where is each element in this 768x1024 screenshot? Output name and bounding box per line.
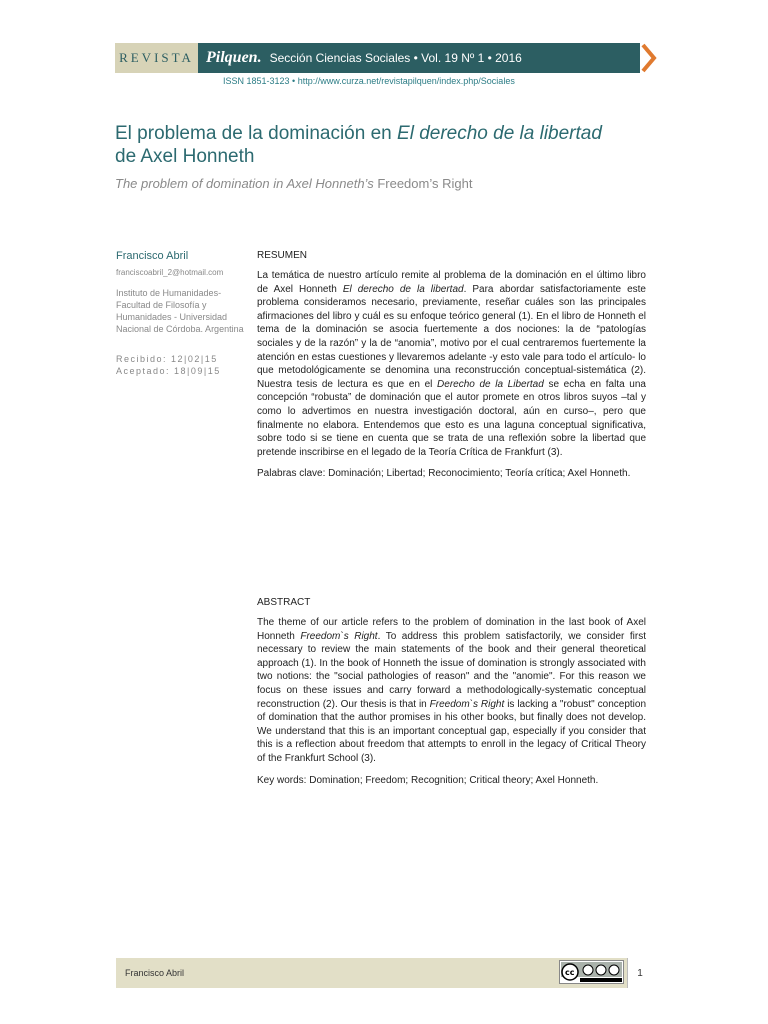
abstract-italic-1: Freedom`s Right <box>300 630 378 642</box>
subtitle-plain: Freedom’s Right <box>373 176 473 191</box>
header-arrow-icon <box>640 43 658 73</box>
footer-author: Francisco Abril <box>125 968 185 978</box>
svg-text:cc: cc <box>565 968 575 977</box>
author-name: Francisco Abril <box>116 250 189 262</box>
journal-logo-pilquen: Pilquen. <box>206 49 262 66</box>
title-italic: El derecho de la libertad <box>397 123 602 144</box>
resumen-keywords: Palabras clave: Dominación; Libertad; Reconocimiento; Teoría crítica; Axel Honneth. <box>257 468 631 480</box>
abstract-body <box>257 616 646 766</box>
resumen-section <box>257 250 646 481</box>
abstract-section <box>257 597 646 787</box>
resumen-text-2: . Para abordar satisfactoriamente este problema consideramos necesario, previamente, reseñar cuáles son las principales afirmaciones del libro y cuál es su enfoque teórico general (1). En el libro de Honneth el tema de la dominación se asocia fuertemente a dos nociones: la de “patologías sociales y de la razón” y la de “anomia”, motivo por el cual centraremos fuertemente la atención en estas cuestiones y llevaremos adelante -y esto vale para todo el artículo- lo que metodológicamente se denomina una reconstrucción conceptual-sistemática (2). Nuestra tesis de lectura es que en el <box>257 283 646 390</box>
resumen-text-1: La temática de nuestro artículo remite al problema de la dominación en el último libro de Axel Honneth <box>257 270 646 295</box>
resumen-text-3: se echa en falta una concepción “robusta” de dominación que el autor promete en otros libros suyos –tal y como lo advertimos en nuestra investigación doctoral, aún en curso–, pero que finalmente no elabora. Entendemos que esto es una laguna conceptual significativa, sobre todo si se tiene en cuenta que se trata de una reflexión sobre la libertad que pretende inscribirse en el legado de la Teoría Crítica de Frankfurt (3). <box>257 378 646 458</box>
abstract-heading: ABSTRACT <box>257 597 311 608</box>
abstract-italic-2: Freedom`s Right <box>429 698 505 710</box>
abstract-text-2: . To address this problem satisfactorily, we consider first necessary to review the main statements of the book and their general theoretical approach (1). In the book of Honneth the issue of domination is strongly associated with two notions: the "social pathologies of reason" and the "anomie". For this reason we focus on these issues and carry forward a methodologically-systematic conceptual reconstruction (2). Our thesis is that in <box>257 630 646 710</box>
accepted-date: Aceptado: 18|09|15 <box>116 366 221 376</box>
journal-header-bar <box>115 43 640 73</box>
article-subtitle <box>115 176 655 191</box>
title-part2: de Axel Honneth <box>115 146 255 167</box>
abstract-text-1: The theme of our article refers to the problem of domination in the last book of Axel Honneth <box>257 617 646 642</box>
author-sidebar <box>116 250 246 377</box>
article-title <box>115 122 675 168</box>
resumen-body <box>257 269 646 459</box>
author-email[interactable]: franciscoabril_2@hotmail.com <box>116 268 224 277</box>
abstract-keywords: Key words: Domination; Freedom; Recognition; Critical theory; Axel Honneth. <box>257 774 599 786</box>
resumen-heading: RESUMEN <box>257 250 308 261</box>
page-number: 1 <box>627 958 652 988</box>
author-affiliation: Instituto de Humanidades-Facultad de Filosofía y Humanidades - Universidad Nacional de Córdoba. Argentina <box>116 288 244 334</box>
creative-commons-license-icon[interactable] <box>559 960 624 984</box>
received-date: Recibido: 12|02|15 <box>116 354 218 364</box>
resumen-italic-2: Derecho de la Libertad <box>437 378 544 390</box>
abstract-text-3: is lacking a "robust" conception of domination that the author promises in his other books, but finally does not develop. We understand that this is an important conceptual gap, especially if you consider that this is a reflection about freedom that attempts to enroll in the legacy of Critical Theory of the Frankfurt School (3). <box>257 698 647 764</box>
journal-section-info: Sección Ciencias Sociales • Vol. 19 Nº 1 • 2016 <box>269 51 522 65</box>
journal-logo-revista: REVISTA <box>115 43 198 73</box>
title-part1: El problema de la dominación en <box>115 123 398 144</box>
issn-url-line[interactable]: ISSN 1851-3123 • http://www.curza.net/revistapilquen/index.php/Sociales <box>223 76 515 86</box>
resumen-italic-1: El derecho de la libertad <box>342 283 464 295</box>
subtitle-italic: The problem of domination in Axel Honneth’s <box>115 176 374 191</box>
